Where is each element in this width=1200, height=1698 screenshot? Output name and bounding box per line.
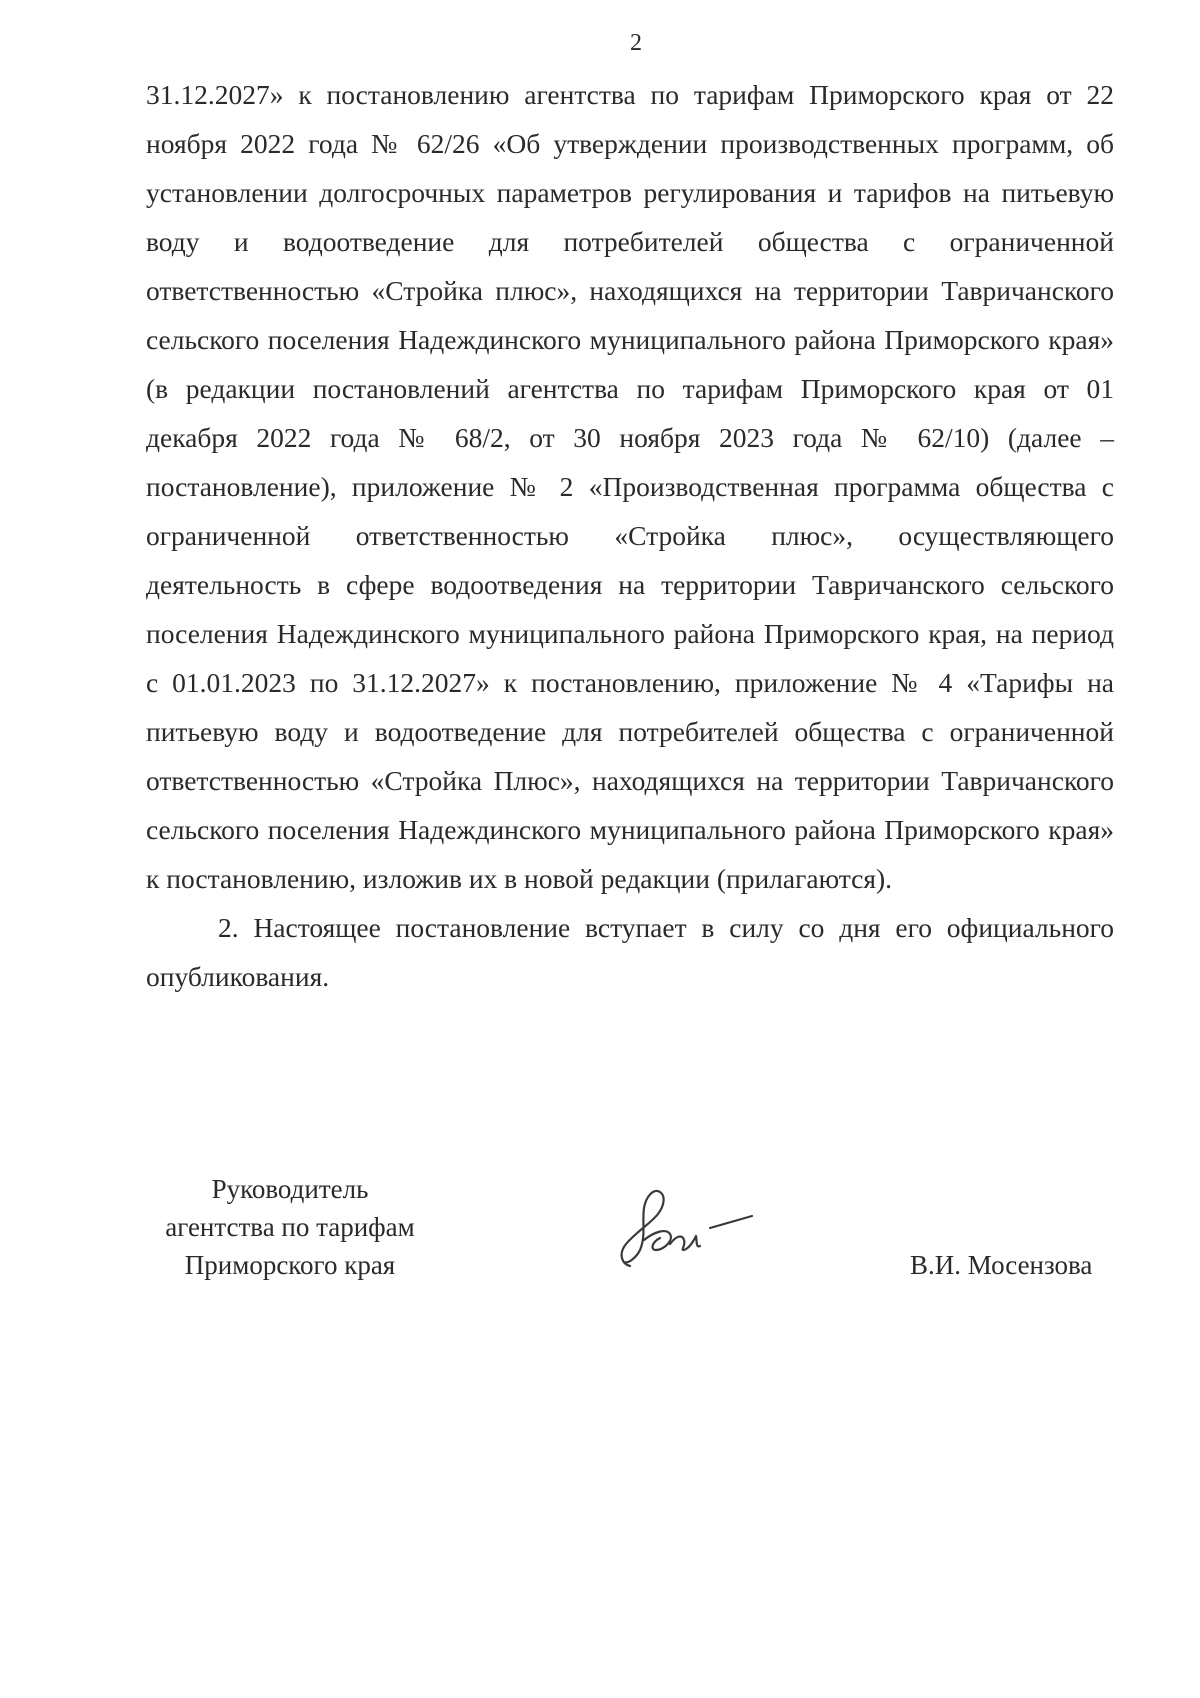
signer-position-line: агентства по тарифам — [165, 1212, 415, 1242]
document-body — [146, 70, 1114, 1001]
signature-block — [0, 1170, 1200, 1310]
signer-position-line: Руководитель — [211, 1174, 369, 1204]
signer-name: В.И. Мосензова — [910, 1250, 1093, 1280]
handwritten-signature — [600, 1178, 760, 1278]
paragraph-continuation: 31.12.2027» к постановлению агентства по тарифам Приморского края от 22 ноября 2022 года № 62/26 «Об утверждении производственных программ, об установлении долгосрочных параметров регулирования и тарифов на питьевую воду и водоотведение для потребителей общества с ограниченной ответственностью «Стройка плюс», находящихся на территории Тавричанского сельского поселения Надеждинского муниципального района Приморского края» (в редакции постановлений агентства по тарифам Приморского края от 01 декабря 2022 года № 68/2, от 30 ноября 2023 года № 62/10) (далее – постановление), приложение № 2 «Производственная программа общества с ограниченной ответственностью «Стройка плюс», осуществляющего деятельность в сфере водоотведения на территории Тавричанского сельского поселения Надеждинского муниципального района Приморского края, на период с 01.01.2023 по 31.12.2027» к постановлению, приложение № 4 «Тарифы на питьевую воду и водоотведение для потребителей общества с ограниченной ответственностью «Стройка Плюс», находящихся на территории Тавричанского сельского поселения Надеждинского муниципального района Приморского края» к постановлению, изложив их в новой редакции (прилагаются). — [146, 79, 1114, 894]
page-number: 2 — [630, 30, 642, 56]
signer-position-line: Приморского края — [184, 1250, 396, 1280]
signer-position — [140, 1170, 440, 1284]
paragraph-item-2: 2. Настоящее постановление вступает в силу со дня его официального опубликования. — [146, 912, 1114, 992]
